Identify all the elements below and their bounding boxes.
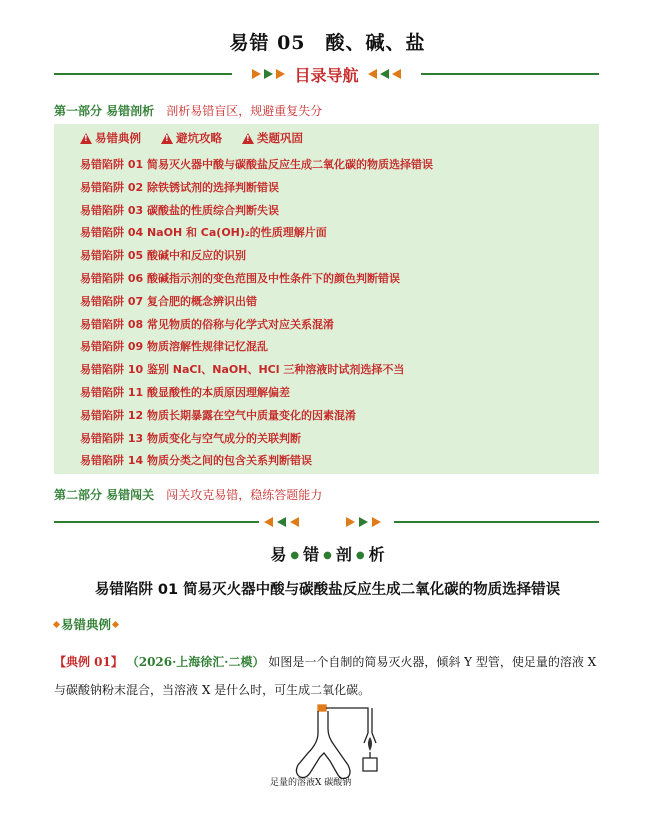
tab-practice[interactable] bbox=[242, 130, 303, 146]
question-source: （2026·上海徐汇·二模） bbox=[126, 655, 265, 669]
trap-link[interactable]: 易错陷阱 02 除铁锈试剂的选择判断错误 bbox=[80, 180, 279, 194]
divider-arrows-left bbox=[264, 517, 299, 527]
warning-icon bbox=[242, 133, 254, 144]
trap-link[interactable]: 易错陷阱 12 物质长期暴露在空气中质量变化的因素混淆 bbox=[80, 408, 356, 422]
divider-arrows-right bbox=[346, 517, 381, 527]
dot-icon: ● bbox=[323, 550, 332, 561]
toc-panel bbox=[54, 124, 599, 474]
dot-icon: ● bbox=[290, 550, 300, 561]
question-text: 如图是一个自制的简易灭火器，倾斜 Y 型管，使足量的溶液 X 与碳酸钠粉末混合，当溶液 X 是什么时，可生成二氧化碳。 bbox=[54, 655, 597, 697]
typical-example-label bbox=[54, 615, 118, 633]
nav-title: 目录导航 bbox=[294, 65, 359, 85]
trap-link[interactable]: 易错陷阱 11 酸显酸性的本质原因理解偏差 bbox=[80, 385, 290, 399]
arrow-left-icon bbox=[380, 69, 389, 79]
arrow-left-icon bbox=[392, 69, 401, 79]
tab-label: 避坑攻略 bbox=[176, 131, 222, 145]
figure-caption: 足量的溶液X 碳酸钠 bbox=[270, 778, 352, 788]
trap-link[interactable]: 易错陷阱 01 简易灭火器中酸与碳酸盐反应生成二氧化碳的物质选择错误 bbox=[80, 158, 433, 171]
warning-icon bbox=[80, 133, 92, 144]
tab-avoid[interactable] bbox=[161, 130, 222, 146]
arrow-left-icon bbox=[290, 517, 299, 527]
section-char: 析 bbox=[368, 545, 385, 564]
trap-link[interactable]: 易错陷阱 04 NaOH 和 Ca(OH)₂的性质理解片面 bbox=[80, 226, 327, 240]
trap-link[interactable]: 易错陷阱 10 鉴别 NaCl、NaOH、HCl 三种溶液时试剂选择不当 bbox=[80, 363, 405, 377]
nav-banner-center bbox=[232, 63, 421, 85]
trap-link[interactable]: 易错陷阱 13 物质变化与空气成分的关联判断 bbox=[80, 431, 301, 445]
warning-icon bbox=[161, 133, 173, 144]
part-one-desc: 剖析易错盲区，规避重复失分 bbox=[166, 104, 323, 118]
banner-line-left bbox=[54, 73, 232, 75]
divider-line-left bbox=[54, 521, 259, 523]
arrow-right-icon bbox=[346, 517, 355, 527]
section-char: 剖 bbox=[335, 545, 352, 564]
tab-typical[interactable] bbox=[80, 130, 141, 146]
trap-link[interactable]: 易错陷阱 03 碳酸盐的性质综合判断失误 bbox=[80, 203, 279, 217]
trap-list bbox=[80, 156, 433, 475]
trap-link[interactable]: 易错陷阱 08 常见物质的俗称与化学式对应关系混淆 bbox=[80, 317, 334, 331]
dot-icon: ● bbox=[355, 550, 365, 561]
part-one-heading bbox=[54, 102, 322, 119]
section-divider bbox=[54, 515, 599, 529]
banner-line-right bbox=[421, 73, 599, 75]
arrow-right-icon bbox=[372, 517, 381, 527]
part-one-label: 第一部分 易错剖析 bbox=[54, 104, 155, 118]
arrow-left-icon bbox=[368, 69, 377, 79]
part-two-desc: 闯关攻克易错，稳练答题能力 bbox=[166, 488, 323, 502]
part-two-heading bbox=[54, 486, 322, 503]
arrow-left-icon bbox=[264, 517, 273, 527]
question-block bbox=[54, 648, 604, 704]
diamond-icon bbox=[53, 620, 60, 627]
tab-label: 类题巩固 bbox=[257, 131, 303, 145]
trap-link[interactable]: 易错陷阱 14 物质分类之间的包含关系判断错误 bbox=[80, 454, 312, 468]
tab-label: 易错典例 bbox=[95, 131, 141, 145]
nav-banner bbox=[54, 63, 599, 85]
toc-tabs bbox=[80, 130, 303, 146]
arrow-right-icon bbox=[359, 517, 368, 527]
arrow-left-icon bbox=[277, 517, 286, 527]
trap-link[interactable]: 易错陷阱 09 物质溶解性规律记忆混乱 bbox=[80, 340, 268, 354]
page-title: 易错 05 酸、碱、盐 bbox=[229, 32, 426, 54]
typical-label-text: 易错典例 bbox=[61, 617, 112, 632]
arrow-right-icon bbox=[276, 69, 285, 79]
section-char: 错 bbox=[303, 545, 320, 564]
part-two-label: 第二部分 易错闯关 bbox=[54, 488, 155, 502]
question-tag: 【典例 01】 bbox=[54, 655, 123, 669]
trap-heading: 易错陷阱 01 简易灭火器中酸与碳酸盐反应生成二氧化碳的物质选择错误 bbox=[94, 582, 561, 598]
trap-link[interactable]: 易错陷阱 06 酸碱指示剂的变色范围及中性条件下的颜色判断错误 bbox=[80, 271, 400, 285]
arrow-right-icon bbox=[264, 69, 273, 79]
section-title bbox=[0, 542, 655, 565]
trap-link[interactable]: 易错陷阱 07 复合肥的概念辨识出错 bbox=[80, 294, 257, 308]
divider-line-right bbox=[394, 521, 599, 523]
section-char: 易 bbox=[270, 545, 287, 564]
diamond-icon bbox=[112, 620, 119, 627]
trap-link[interactable]: 易错陷阱 05 酸碱中和反应的识别 bbox=[80, 249, 246, 263]
arrow-right-icon bbox=[252, 69, 261, 79]
